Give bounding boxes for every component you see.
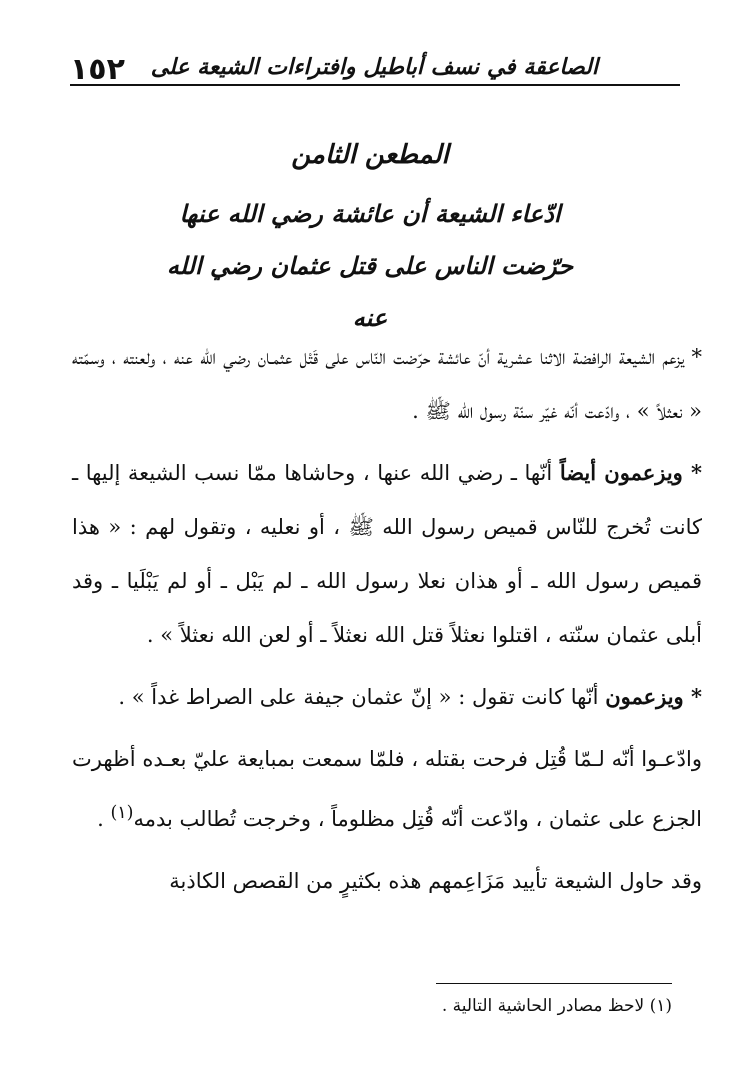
- section-subtitle-line-1: ادّعاء الشيعة أن عائشة رضي الله عنها: [179, 199, 561, 228]
- running-header: [70, 40, 680, 86]
- body-text: [72, 330, 702, 916]
- paragraph-1: * يزعم الشيعة الرافضة الاثنا عشرية أنّ عائشة حرّضت النّاس على قَتْل عثمـان رضي الله عنه ، ولعنته ، وسمّته « نعثلاً » ، وادّعت أنّه غيّر سنّة رسول الله ﷺ .: [72, 345, 702, 423]
- running-title: الصاعقة في نسف أباطيل وافتراءات الشيعة على: [150, 54, 598, 80]
- paragraph-4-end: .: [97, 807, 111, 831]
- section-heading: [150, 140, 590, 344]
- page-number: ١٥٢: [70, 52, 125, 87]
- footnote-divider: [436, 983, 672, 984]
- section-title: المطعن الثامن: [291, 140, 449, 170]
- paragraph-3-text: أنّها كانت تقول : « إنّ عثمان جيفة على الصراط غداً » .: [118, 685, 599, 709]
- paragraph-5: وقد حاول الشيعة تأييد مَزَاعِمهم هذه بكثيرٍ من القصص الكاذبة: [169, 869, 702, 893]
- section-subtitle-line-2: حرّضت الناس على قتل عثمان رضي الله عنه: [166, 251, 574, 332]
- paragraph-3-lead: * ويزعمون: [605, 684, 702, 709]
- paragraph-2-lead: * ويزعمون أيضاً: [559, 460, 702, 485]
- footnote-reference: (١): [110, 803, 134, 823]
- paragraph-2-text: أنّها ـ رضي الله عنها ، وحاشاها ممّا نسب الشيعة إليها ـ كانت تُخرج للنّاس قميص رسول الله ﷺ ، أو نعليه ، وتقول لهم : « هذا قميص رسول الله ـ أو هذان نعلا رسول الله ـ لم يَبْل ـ أو لم يَبْلَيا ـ وقد أبلى عثمان سنّته ، اقتلوا نعثلاً قتل الله نعثلاً ـ أو لعن الله نعثلاً » .: [72, 461, 702, 647]
- paragraph-4-text: وادّعـوا أنّه لـمّا قُتِل فرحت بقتله ، فلمّا سمعت بمبايعة عليّ بعـده أظهرت الجزع على عثمان ، وادّعت أنّه قُتِل مظلوماً ، وخرجت تُطالب بدمه: [72, 747, 702, 831]
- paragraph-3: [72, 670, 702, 724]
- paragraph-2: [72, 446, 702, 662]
- footnote: (١) لاحظ مصادر الحاشية التالية .: [441, 996, 672, 1016]
- paragraph-4: [72, 732, 702, 846]
